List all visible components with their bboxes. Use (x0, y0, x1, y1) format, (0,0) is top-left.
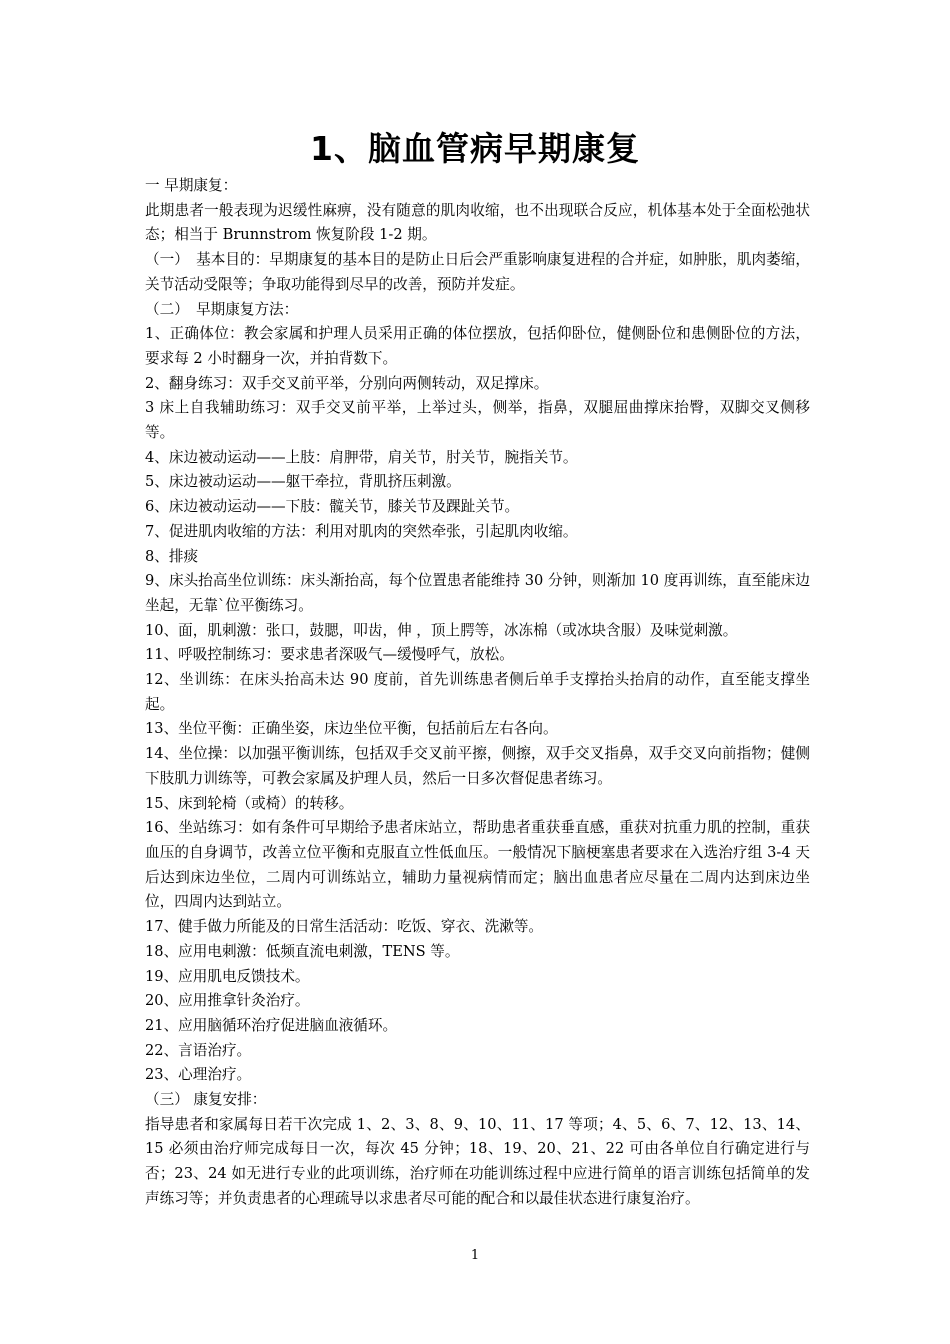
list-item-13: 13、坐位平衡：正确坐姿，床边坐位平衡，包括前后左右各向。 (145, 720, 558, 738)
list-item-14: 14、坐位操：以加强平衡训练，包括双手交叉前平擦，侧擦，双手交叉指鼻，双手交叉向前指物；健侧下肢肌力训练等，可教会家属及护理人员，然后一日多次督促患者练习。 (145, 745, 810, 787)
list-item-10: 10、面，肌刺激：张口，鼓腮，叩齿，伸 ，顶上腭等，冰冻棉（或冰块含服）及味觉刺激。 (145, 621, 738, 639)
list-item-22: 22、言语治疗。 (145, 1041, 252, 1059)
paragraph-early-stage-description: 此期患者一般表现为迟缓性麻痹，没有随意的肌肉收缩，也不出现联合反应，机体基本处于全面松弛状态；相当于 Brunnstrom 恢复阶段 1-2 期。 (145, 201, 810, 244)
list-item-4: 4、床边被动运动——上肢：肩胛带，肩关节，肘关节，腕指关节。 (145, 448, 578, 466)
list-item-19: 19、应用肌电反馈技术。 (145, 967, 310, 985)
list-item-3: 3 床上自我辅助练习：双手交叉前平举，上举过头，侧举，指鼻，双腿屈曲撑床抬臀，双脚交叉侧移等。 (145, 399, 810, 442)
list-item-1: 1、正确体位：教会家属和护理人员采用正确的体位摆放，包括仰卧位，健侧卧位和患侧卧位的方法，要求每 2 小时翻身一次，并拍背数下。 (145, 325, 810, 367)
list-item-16: 16、坐站练习：如有条件可早期给予患者床站立，帮助患者重获垂直感，重获对抗重力肌的控制，重获血压的自身调节，改善立位平衡和克服直立性低血压。一般情况下脑梗塞患者要求在入选治疗组 3-4 天后达到床边坐位，二周内可训练站立，辅助力量视病情而定；脑出血患者应尽量在二周内达到床边坐位，四周内达到站立。 (145, 819, 810, 911)
list-item-18: 18、应用电刺激：低频直流电刺激，TENS 等。 (145, 942, 460, 960)
page-number: 1 (470, 1248, 480, 1263)
document-title: 1、脑血管病早期康复 (310, 129, 640, 168)
document-body (145, 174, 810, 1212)
list-item-5: 5、床边被动运动——躯干牵拉，背肌挤压刺激。 (145, 473, 461, 491)
paragraph-basic-goal: （一） 基本目的：早期康复的基本目的是防止日后会严重影响康复进程的合并症，如肿胀，肌肉萎缩，关节活动受限等；争取功能得到尽早的改善，预防并发症。 (145, 251, 810, 293)
list-item-15: 15、床到轮椅（或椅）的转移。 (145, 794, 354, 812)
list-item-8: 8、排痰 (145, 547, 199, 565)
list-item-17: 17、健手做力所能及的日常生活活动：吃饭、穿衣、洗漱等。 (145, 918, 544, 936)
paragraph-schedule-heading: （三） 康复安排： (145, 1091, 267, 1109)
list-item-2: 2、翻身练习：双手交叉前平举，分别向两侧转动，双足撑床。 (145, 374, 549, 392)
list-item-9: 9、床头抬高坐位训练：床头渐抬高，每个位置患者能维持 30 分钟，则渐加 10 度再训练，直至能床边坐起，无靠`位平衡练习。 (145, 572, 810, 614)
list-item-20: 20、应用推拿针灸治疗。 (145, 992, 310, 1010)
paragraph-section-heading-early-rehab: 一 早期康复： (145, 177, 238, 194)
list-item-23: 23、心理治疗。 (145, 1066, 252, 1084)
paragraph-methods-heading: （二） 早期康复方法： (145, 300, 299, 318)
list-item-7: 7、促进肌肉收缩的方法：利用对肌肉的突然牵张，引起肌肉收缩。 (145, 522, 578, 540)
list-item-6: 6、床边被动运动——下肢：髋关节，膝关节及踝趾关节。 (145, 498, 520, 516)
list-item-21: 21、应用脑循环治疗促进脑血液循环。 (145, 1016, 398, 1034)
list-item-11: 11、呼吸控制练习：要求患者深吸气—缓慢呼气，放松。 (145, 646, 514, 664)
paragraph-schedule-details: 指导患者和家属每日若干次完成 1、2、3、8、9、10、11、17 等项；4、5、6、7、12、13、14、15 必须由治疗师完成每日一次，每次 45 分钟；18、19、20、21、22 可由各单位自行确定进行与否；23、24 如无进行专业的此项训练，治疗师在功能训练过程中应进行简单的语言训练包括简单的发声练习等；并负责患者的心理疏导以求患者尽可能的配合和以最佳状态进行康复治疗。 (145, 1115, 810, 1207)
list-item-12: 12、坐训练：在床头抬高未达 90 度前，首先训练患者侧后单手支撑抬头抬肩的动作，直至能支撑坐起。 (145, 671, 810, 713)
